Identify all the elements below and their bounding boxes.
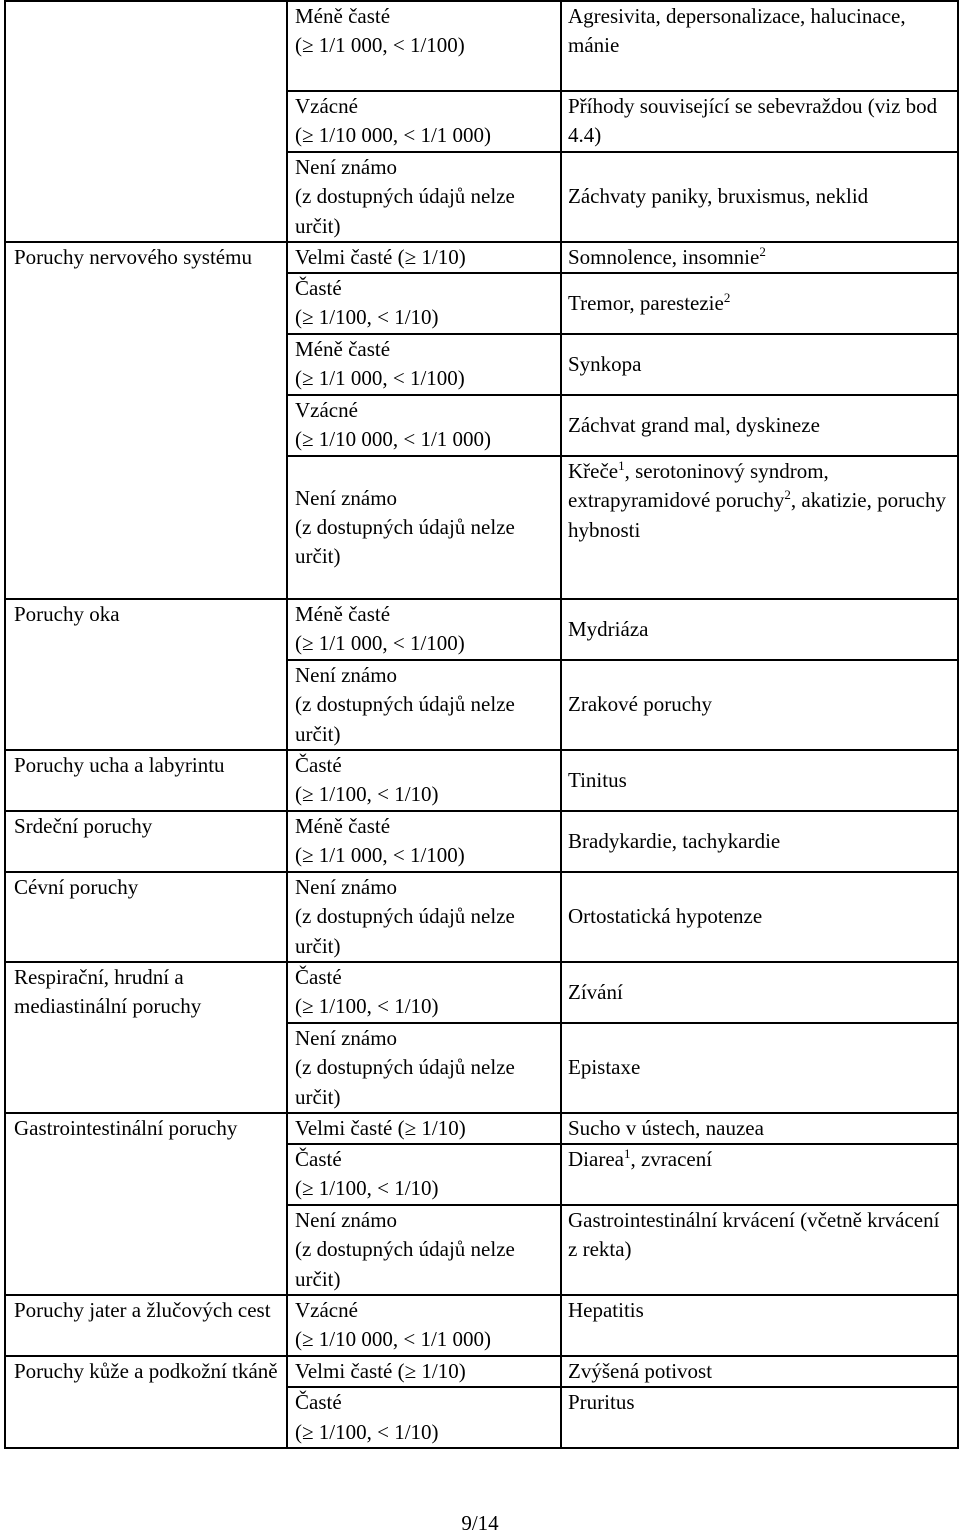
- frequency-cell: Méně časté (≥ 1/1 000, < 1/100): [287, 334, 561, 395]
- frequency-cell: Vzácné (≥ 1/10 000, < 1/1 000): [287, 395, 561, 456]
- organ-cell: Gastrointestinální poruchy: [5, 1113, 287, 1295]
- effect-cell: Záchvaty paniky, bruxismus, neklid: [561, 152, 958, 242]
- effect-cell: Bradykardie, tachykardie: [561, 811, 958, 872]
- effect-cell: Křeče$^1$, serotoninový syndrom, extrapyramidové poruchy$^2$, akatizie, poruchy hybnosti: [561, 456, 958, 599]
- table-row: [5, 750, 958, 811]
- frequency-cell: Časté (≥ 1/100, < 1/10): [287, 962, 561, 1023]
- table-row: [5, 1113, 958, 1144]
- effect-cell: Sucho v ústech, nauzea: [561, 1113, 958, 1144]
- organ-cell: Poruchy jater a žlučových cest: [5, 1295, 287, 1356]
- frequency-cell: Není známo (z dostupných údajů nelze určit): [287, 1023, 561, 1113]
- frequency-cell: Časté (≥ 1/100, < 1/10): [287, 1144, 561, 1205]
- frequency-cell: Méně časté (≥ 1/1 000, < 1/100): [287, 1, 561, 91]
- effect-cell: Tinitus: [561, 750, 958, 811]
- frequency-cell: Časté (≥ 1/100, < 1/10): [287, 273, 561, 334]
- table-row: [5, 599, 958, 660]
- organ-cell: Poruchy kůže a podkožní tkáně: [5, 1356, 287, 1448]
- organ-cell: Poruchy oka: [5, 599, 287, 750]
- frequency-cell: Není známo (z dostupných údajů nelze určit): [287, 152, 561, 242]
- effect-cell: Epistaxe: [561, 1023, 958, 1113]
- effect-cell: Synkopa: [561, 334, 958, 395]
- frequency-cell: Není známo (z dostupných údajů nelze určit): [287, 872, 561, 962]
- organ-cell: Respirační, hrudní a mediastinální poruchy: [5, 962, 287, 1113]
- table-row: [5, 242, 958, 273]
- frequency-cell: Velmi časté (≥ 1/10): [287, 1113, 561, 1144]
- effect-cell: Zívání: [561, 962, 958, 1023]
- adverse-effects-table: [4, 0, 959, 1449]
- frequency-cell: Méně časté (≥ 1/1 000, < 1/100): [287, 811, 561, 872]
- frequency-cell: Velmi časté (≥ 1/10): [287, 1356, 561, 1387]
- frequency-cell: Velmi časté (≥ 1/10): [287, 242, 561, 273]
- effect-cell: Zrakové poruchy: [561, 660, 958, 750]
- frequency-cell: Vzácné (≥ 1/10 000, < 1/1 000): [287, 1295, 561, 1356]
- frequency-cell: Časté (≥ 1/100, < 1/10): [287, 750, 561, 811]
- frequency-cell: Není známo (z dostupných údajů nelze určit): [287, 1205, 561, 1295]
- frequency-cell: Není známo (z dostupných údajů nelze určit): [287, 456, 561, 599]
- frequency-cell: Méně časté (≥ 1/1 000, < 1/100): [287, 599, 561, 660]
- frequency-cell: Vzácné (≥ 1/10 000, < 1/1 000): [287, 91, 561, 152]
- page-number: 9/14: [461, 1511, 499, 1535]
- effect-cell: Tremor, parestezie$^2$: [561, 273, 958, 334]
- effect-cell: Ortostatická hypotenze: [561, 872, 958, 962]
- table-row: [5, 1295, 958, 1356]
- frequency-cell: Není známo (z dostupných údajů nelze určit): [287, 660, 561, 750]
- table-row: [5, 1, 958, 91]
- organ-cell: [5, 1, 287, 242]
- table-row: [5, 962, 958, 1023]
- organ-cell: Poruchy ucha a labyrintu: [5, 750, 287, 811]
- table-row: [5, 811, 958, 872]
- effect-cell: Mydriáza: [561, 599, 958, 660]
- table-row: [5, 872, 958, 962]
- effect-cell: Záchvat grand mal, dyskineze: [561, 395, 958, 456]
- effect-cell: Gastrointestinální krvácení (včetně krvácení z rekta): [561, 1205, 958, 1295]
- effect-cell: Agresivita, depersonalizace, halucinace, mánie: [561, 1, 958, 91]
- organ-cell: Srdeční poruchy: [5, 811, 287, 872]
- effect-cell: Pruritus: [561, 1387, 958, 1448]
- effect-cell: Příhody související se sebevraždou (viz bod 4.4): [561, 91, 958, 152]
- organ-cell: Cévní poruchy: [5, 872, 287, 962]
- effect-cell: Diarea$^1$, zvracení: [561, 1144, 958, 1205]
- effect-cell: Somnolence, insomnie$^2$: [561, 242, 958, 273]
- effect-cell: Zvýšená potivost: [561, 1356, 958, 1387]
- effect-cell: Hepatitis: [561, 1295, 958, 1356]
- table-row: [5, 1356, 958, 1387]
- organ-cell: Poruchy nervového systému: [5, 242, 287, 599]
- frequency-cell: Časté (≥ 1/100, < 1/10): [287, 1387, 561, 1448]
